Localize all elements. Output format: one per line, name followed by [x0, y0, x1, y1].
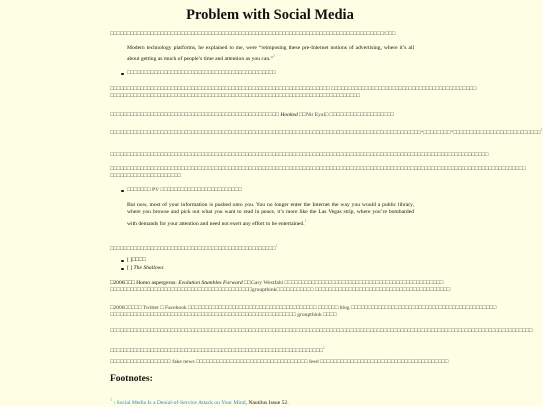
- paragraph-9-line-1: □2006□□□□□ Twitter □ Facebook □□□□□□□□□□□□□□□□□□□□□□□□□□□□□□□□□□□□□□ □□□□□□ blog □□□□□□□□□□□□□□□□□□□□□□□□□□□□□□□□□□□□□□□□□□□: [110, 305, 497, 311]
- list-item-2-text: □□□□□□□ PV □□□□□□□□□□□□□□□□□□□□□□□□: [127, 187, 242, 193]
- paragraph-9-line-2: □□□□□□□□□□□□□□□□□□□□□□□□□□□□□□□□□□□□□□□□□□□□□□□□□□□□□□□ groupthink □□□□: [110, 312, 337, 319]
- footnote-source-text: , Nautilus Issue 52.: [245, 399, 289, 406]
- paragraph-2-line-2: □□□□□□□□□□□□□□□□□□□□□□□□□□□□□□□□□□□□□□□□□□□□□□□□□□□□□□□□□□□□□□□□□□□□□□□□□□: [110, 93, 361, 100]
- book-title-the-shallows: The Shallows: [133, 265, 164, 271]
- quote-1: [127, 45, 414, 64]
- footnote-marker: 1: [110, 397, 113, 402]
- paragraph-3-post: □□Nir Eyal□ □□□□□□□□□□□□□□□□□□□: [299, 112, 394, 118]
- paragraph-7: [110, 242, 430, 253]
- paragraph-2: [110, 86, 477, 101]
- paragraph-11: [110, 344, 430, 355]
- paragraph-4: [110, 126, 543, 137]
- bullet-icon: [121, 260, 124, 263]
- paragraph-2-line-1: □□□□□□□□□□□□□□□□□□□□□□□□□□□□□□□□□□□□□□□□□□□□□□□□□□□□□□□□□□□□□□□□□ □□□□□□□□□□□□□□□□□□□□□□□□□□□□□□□□□□□□□□□□□□□: [110, 86, 477, 92]
- list-item-3: [127, 257, 427, 264]
- paragraph-10: [110, 328, 533, 335]
- paragraph-7-text: □□□□□□□□□□□□□□□□□□□□□□□□□□□□□□□□□□□□□□□□□□□□□□□□□: [110, 245, 276, 252]
- footnote-source-link[interactable]: Social Media Is a Denial-of-Service Attack on Your Mind: [116, 399, 246, 406]
- paragraph-3-pre: □□□□□□□□□□□□□□□□□□□□□□□□□□□□□□□□□□□□□□□□□□□□□□□□□□: [110, 112, 279, 118]
- paragraph-8-line-1: [110, 280, 444, 287]
- paragraph-8-line-2: □□□□□□□□□□□□□□□□□□□□□□□□□□□□□□□□□□□□□□□□□□groupthink□□□□□□□□□□□ □□□□□□□□□□□□□□□□□□□□□□□□□□□□□□□□□□□□□□□□: [110, 287, 451, 294]
- list-item-4-pre: [ ]: [127, 265, 133, 271]
- list-item-2: [127, 187, 427, 194]
- quote-2: [127, 202, 414, 228]
- paragraph-8-post: □□Gary Westfahl □□□□□□□□□□□□□□□□□□□□□□□□□□□□□□□□□□□□□□□□□□□□□□□: [244, 280, 444, 286]
- bullet-icon: [121, 190, 124, 193]
- paragraph-8: [110, 280, 451, 295]
- book-title-homo-aspergerus: Evolution Stumbles Forward: [178, 280, 243, 286]
- paragraph-6: [110, 166, 526, 181]
- bullet-icon: [121, 73, 124, 76]
- page-title: Problem with Social Media: [186, 7, 354, 23]
- paragraph-6-line-2: □□□□□□□□□□□□□□□□□□□□□: [110, 173, 181, 180]
- footnote-ref-5[interactable]: 1: [322, 345, 325, 350]
- list-item-1-text: □□□□□□□□□□□□□□□□□□□□□□□□□□□□□□□□□□□□□□□□□□□□: [127, 70, 276, 76]
- paragraph-5: □□□□□□□□□□□□□□□□□□□□□□□□□□□□□□□□□□□□□□□□□□□□□□□□□□□□□□□□□□□□□□□□□□□□□□□□□□□□□□□□□□□□□□□□□□□□□□□□□□□□□□□□□□□□□□□□: [110, 152, 489, 158]
- paragraph-4-text: □□□□□□□□□□□□□□□□□□□□□□□□□□□□□□□□□□□□□□□□□□□□□□□□□□□□□□□□□□□□□□□□□□□□□□□□□□□□□□□□□□□□□□□□□□□□“□□□□□□□□”□□□□□□□□□□□□□□□□□□□□□□□□□□: [110, 129, 541, 136]
- footnote-ref-4[interactable]: 1: [275, 243, 278, 248]
- footnote-ref-2[interactable]: 1: [540, 127, 543, 132]
- paragraph-3: [110, 112, 430, 119]
- quote-1-text: Modern technology platforms, he explained to me, were “reimposing these pre-Internet notions of advertising, where it’s all about getting as much of people’s time and attention as you can.”: [127, 45, 414, 63]
- list-item-4: [127, 265, 427, 272]
- book-title-hooked: Hooked: [280, 112, 298, 118]
- paragraph-11-text: □□□□□□□□□□□□□□□□□□□□□□□□□□□□□□□□□□□□□□□□□□□□□□□□□□□□□□□□□□□□□□□: [110, 347, 323, 354]
- footnote-ref-3[interactable]: 1: [304, 217, 307, 223]
- list-item-3-text: [ ]□□□□: [127, 257, 146, 263]
- paragraph-9: [110, 305, 497, 320]
- footnote-ref-1[interactable]: 1: [273, 53, 276, 59]
- quote-2-text: But now, most of your information is pushed onto you. You no longer enter the Internet the way you would a public library, where you browse and pick out what you want to read in peace, it’s more like the Las Vegas strip, where you’re bombarded with demands for your attention and need not exert any effort to be entertained.: [127, 202, 414, 227]
- paragraph-6-line-1: □□□□□□□□□□□□□□□□□□□□□□□□□□□□□□□□□□□□□□□□□□□□□□□□□□□□□□□□□□□□□□□□□□□□□□□□□□□□□□□□□□□□□□□□□□□□□□□□□□□□□□□□□□□□□□□□□□□□□□□□□□□: [110, 166, 526, 172]
- bullet-icon: [121, 268, 124, 271]
- footnote-1: $^1$ : Social Media Is a Denial-of-Service Attack on Your Mind, Nautilus Issue 52.: [110, 397, 289, 406]
- footnotes-heading: Footnotes:: [110, 374, 153, 384]
- paragraph-12: □□□□□□□□□□□□□□□□□□ fake news □□□□□□□□□□□□□□□□□□□□□□□□□□□□□□□□□ feed □□□□□□□□□□□□□□□□□□□□□□□□□□□□□□□□□□□□□□: [110, 359, 449, 365]
- paragraph-8-pre: □2006□□□ Homo aspergerus:: [110, 280, 177, 286]
- list-item-1: [127, 70, 427, 77]
- paragraph-10-text: □□□□□□□□□□□□□□□□□□□□□□□□□□□□□□□□□□□□□□□□□□□□□□□□□□□□□□□□□□□□□□□□□□□□□□□□□□□□□□□□□□□□□□□□□□□□□□□□□□□□□□□□□□□□□□□□□□□□□□□□□□□□□: [110, 328, 533, 334]
- paragraph-1: □□□□□□□□□□□□□□□□□□□□□□□□□□□□□□□□□□□□□□□□□□□□□□□□□□□□□□□□□□□□□□□□□□□□□□□□□□□□□□□□□/□□□: [110, 31, 396, 37]
